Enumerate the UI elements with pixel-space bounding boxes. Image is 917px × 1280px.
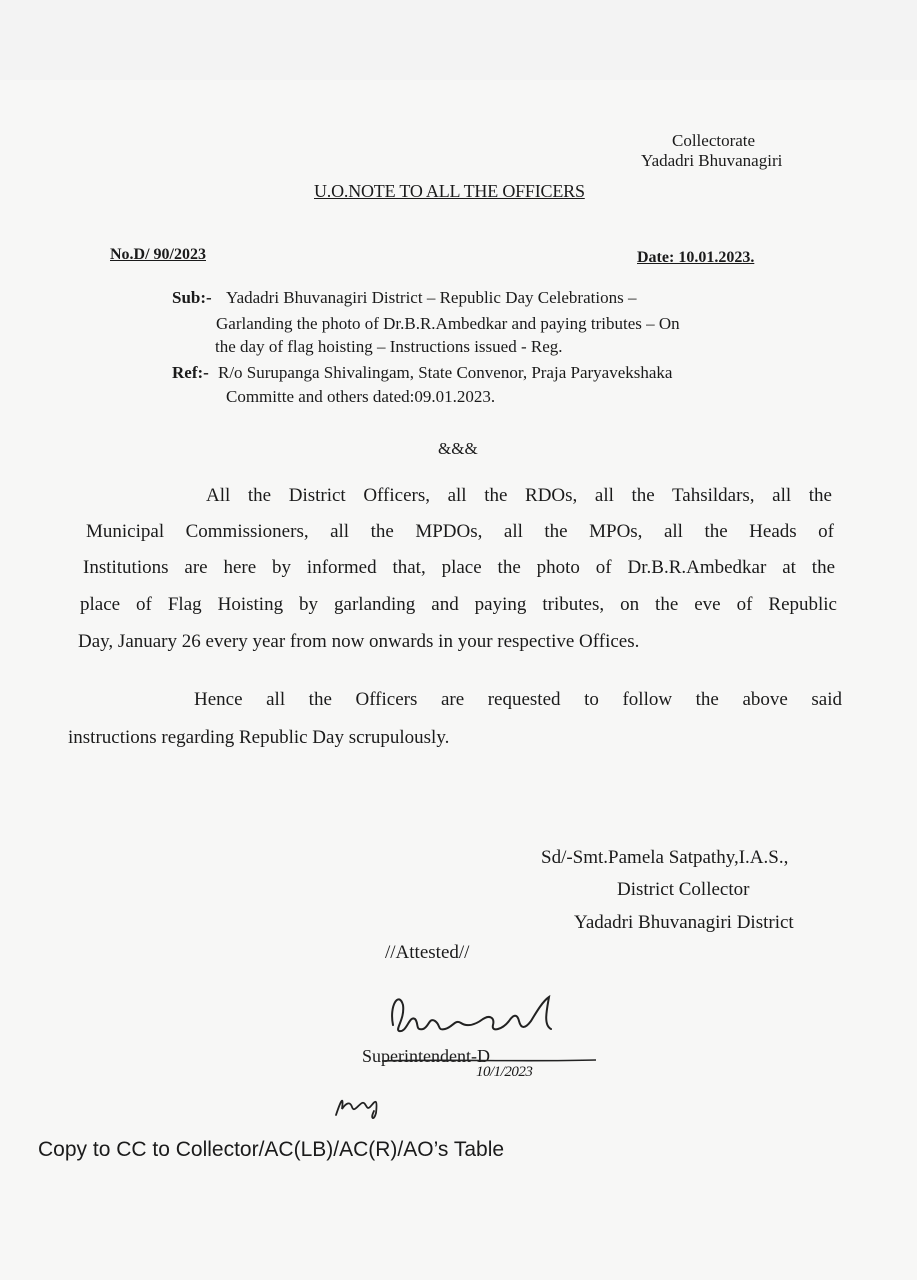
paragraph-1-line-1: All the District Officers, all the RDOs, all the Tahsildars, all the (206, 485, 832, 506)
subject-line-1: Yadadri Bhuvanagiri District – Republic Day Celebrations – (226, 288, 637, 307)
document-date: Date: 10.01.2023. (637, 249, 755, 266)
paragraph-2-line-2: instructions regarding Republic Day scrupulously. (68, 727, 450, 748)
subject-line-2: Garlanding the photo of Dr.B.R.Ambedkar and paying tributes – On (216, 314, 680, 333)
ref-line-1: R/o Surupanga Shivalingam, State Convenor, Praja Paryavekshaka (218, 363, 673, 382)
paragraph-1-line-5: Day, January 26 every year from now onwards in your respective Offices. (78, 631, 640, 652)
paragraph-1-line-2: Municipal Commissioners, all the MPDOs, all the MPOs, all the Heads of (86, 521, 834, 542)
handwritten-signature (385, 985, 565, 1055)
ref-line-2: Committe and others dated:09.01.2023. (226, 387, 496, 406)
paragraph-1-line-3: Institutions are here by informed that, place the photo of Dr.B.R.Ambedkar at the (83, 557, 835, 578)
reference-number: No.D/ 90/2023 (110, 246, 206, 263)
handwritten-date: 10/1/2023 (476, 1064, 533, 1080)
office-name: Collectorate (672, 131, 756, 150)
paragraph-2-line-1: Hence all the Officers are requested to follow the above said (194, 689, 842, 710)
top-margin (0, 0, 917, 80)
signatory-name: Sd/-Smt.Pamela Satpathy,I.A.S., (541, 847, 789, 868)
ref-label: Ref:- (172, 363, 209, 382)
separator: &&& (438, 439, 478, 458)
superintendent-label: Superintendent-D (362, 1046, 490, 1066)
initials-signature (330, 1085, 390, 1125)
paragraph-1-line-4: place of Flag Hoisting by garlanding and paying tributes, on the eve of Republic (80, 594, 837, 615)
document-page (0, 80, 917, 1280)
subject-label: Sub:- (172, 288, 212, 307)
attested-label: //Attested// (385, 942, 470, 963)
signatory-district: Yadadri Bhuvanagiri District (574, 912, 794, 933)
copy-to-line: Copy to CC to Collector/AC(LB)/AC(R)/AO’s Table (38, 1138, 505, 1161)
page-title: U.O.NOTE TO ALL THE OFFICERS (314, 181, 585, 201)
office-location: Yadadri Bhuvanagiri (641, 151, 783, 170)
subject-line-3: the day of flag hoisting – Instructions issued - Reg. (215, 337, 563, 356)
signatory-designation: District Collector (617, 879, 750, 900)
